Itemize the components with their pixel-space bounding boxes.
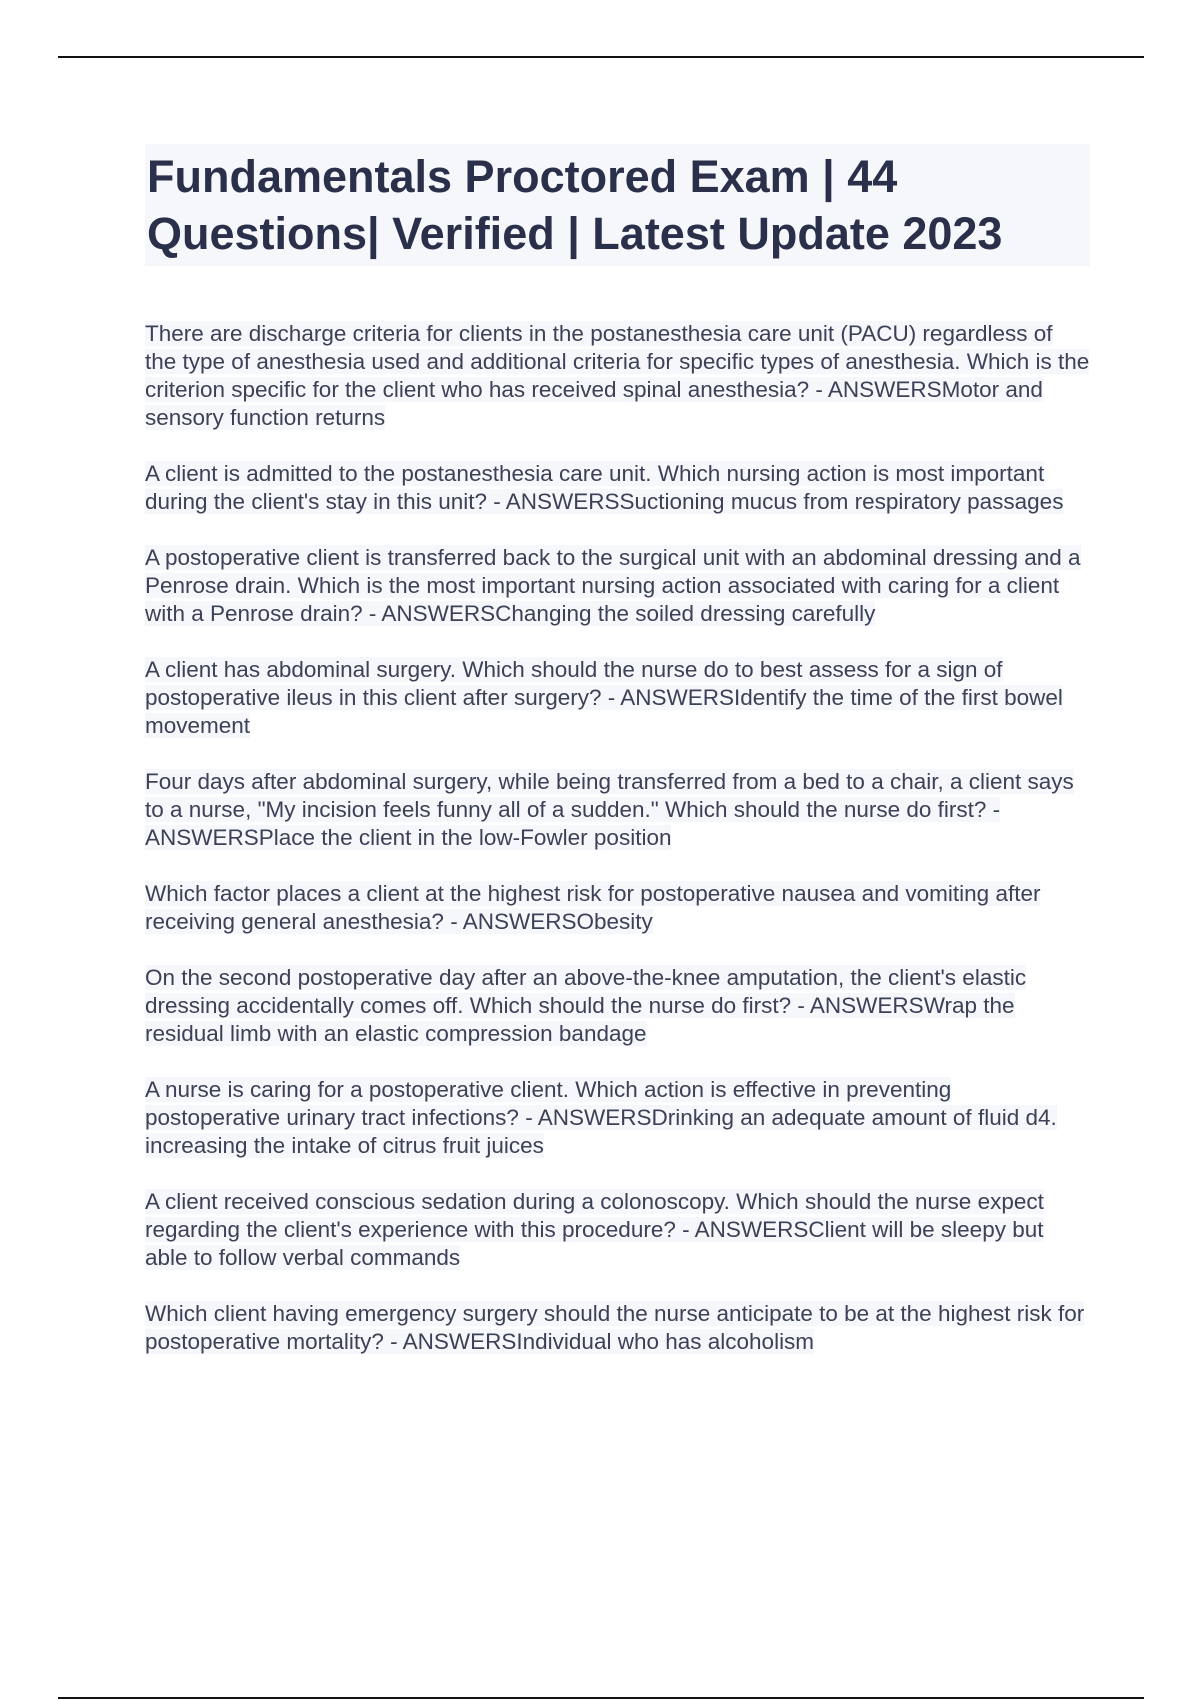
question-text: Which factor places a client at the highest risk for postoperative nausea and vomiting after receiving general anesthesia? - ANSWERS [145, 881, 1041, 934]
bottom-rule [58, 1697, 1144, 1699]
answer-text: Motor and sensory function returns [145, 377, 1043, 430]
answer-text: Drinking an adequate amount of fluid d4. increasing the intake of citrus fruit juices [145, 1105, 1057, 1158]
answer-text: Identify the time of the first bowel movement [145, 685, 1063, 738]
qa-item [145, 320, 1090, 432]
question-text: On the second postoperative day after an above-the-knee amputation, the client's elastic dressing accidentally comes off. Which should the nurse do first? - ANSWERS [145, 965, 1027, 1018]
answer-text: Suctioning mucus from respiratory passages [619, 489, 1064, 514]
question-text: A nurse is caring for a postoperative client. Which action is effective in preventing postoperative urinary tract infections? - ANSWERS [145, 1077, 952, 1130]
top-rule [58, 56, 1144, 58]
answer-text: Changing the soiled dressing carefully [495, 601, 876, 626]
qa-item [145, 656, 1090, 740]
qa-item [145, 964, 1090, 1048]
document-title: Fundamentals Proctored Exam | 44 Questions| Verified | Latest Update 2023 [147, 151, 1003, 259]
answer-text: Obesity [576, 909, 653, 934]
document-body [145, 144, 1090, 1384]
qa-item [145, 544, 1090, 628]
qa-item [145, 880, 1090, 936]
question-text: Which client having emergency surgery should the nurse anticipate to be at the highest risk for postoperative mortality? - ANSWERS [145, 1301, 1085, 1354]
qa-item [145, 1076, 1090, 1160]
qa-item [145, 1300, 1090, 1356]
qa-item [145, 1188, 1090, 1272]
qa-list [145, 320, 1090, 1356]
answer-text: Place the client in the low-Fowler position [258, 825, 672, 850]
question-text: A postoperative client is transferred back to the surgical unit with an abdominal dressing and a Penrose drain. Which is the most important nursing action associated with caring for a client with a Penrose drain? - ANSWERS [145, 545, 1081, 626]
answer-text: Wrap the residual limb with an elastic compression bandage [145, 993, 1015, 1046]
question-text: A client received conscious sedation during a colonoscopy. Which should the nurse expect regarding the client's experience with this procedure? - ANSWERS [145, 1189, 1044, 1242]
answer-text: Individual who has alcoholism [516, 1329, 815, 1354]
question-text: A client is admitted to the postanesthesia care unit. Which nursing action is most important during the client's stay in this unit? - ANSWERS [145, 461, 1045, 514]
qa-item [145, 460, 1090, 516]
question-text: Four days after abdominal surgery, while being transferred from a bed to a chair, a client says to a nurse, "My incision feels funny all of a sudden." Which should the nurse do first? - ANSWERS [145, 769, 1074, 850]
question-text: A client has abdominal surgery. Which should the nurse do to best assess for a sign of postoperative ileus in this client after surgery? - ANSWERS [145, 657, 1003, 710]
answer-text: Client will be sleepy but able to follow verbal commands [145, 1217, 1044, 1270]
qa-item [145, 768, 1090, 852]
question-text: There are discharge criteria for clients in the postanesthesia care unit (PACU) regardless of the type of anesthesia used and additional criteria for specific types of anesthesia. Which is the criterion specific for the client who has received spinal anesthesia? - ANSWERS [145, 321, 1090, 402]
title-block [145, 144, 1090, 266]
